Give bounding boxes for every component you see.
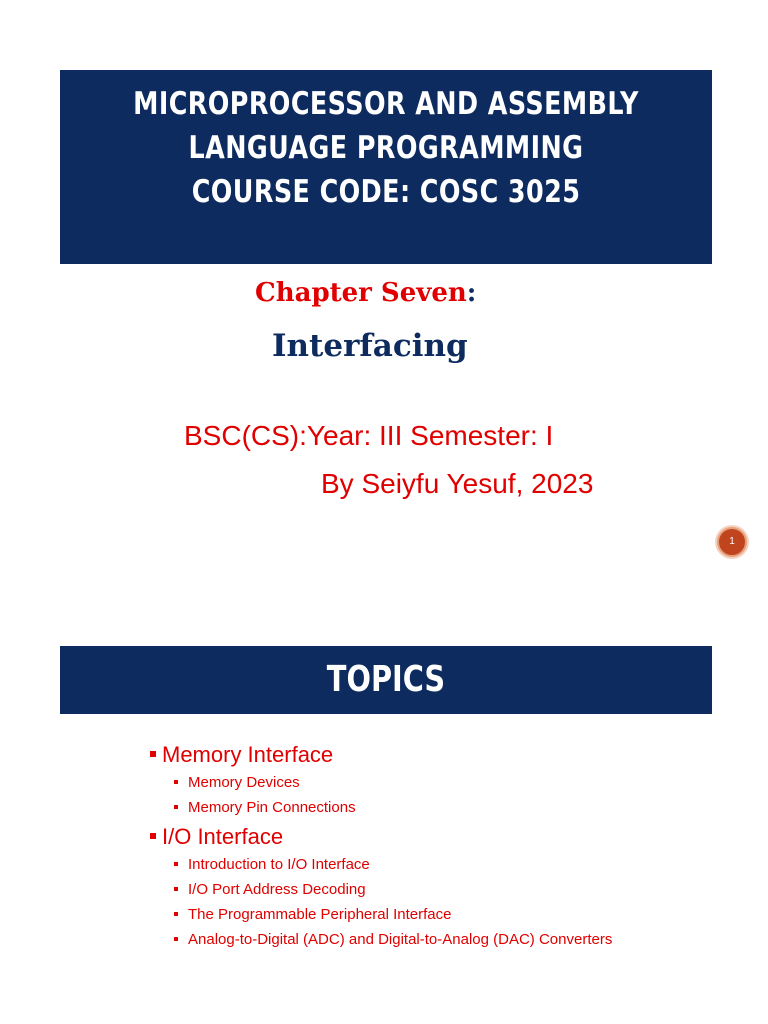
topic-item — [150, 740, 612, 770]
topic-label: Memory Interface — [162, 742, 334, 767]
subtopic-label: Introduction to I/O Interface — [188, 856, 370, 873]
subtopic-item — [174, 927, 612, 952]
subtopic-label: Memory Pin Connections — [188, 799, 356, 816]
title-banner — [60, 70, 712, 264]
topic-list — [150, 740, 612, 954]
topic-item — [150, 822, 612, 852]
subtopic-list — [150, 770, 612, 822]
subtopic-group — [150, 852, 612, 954]
square-bullet-icon — [150, 751, 156, 757]
square-bullet-icon — [174, 887, 178, 891]
square-bullet-icon — [174, 912, 178, 916]
subtopic-item — [174, 852, 612, 877]
course-title-line-2: LANGUAGE PROGRAMMING — [188, 130, 584, 166]
subtopic-label: I/O Port Address Decoding — [188, 881, 366, 898]
subtopic-group — [150, 770, 612, 822]
subtopic-label: Analog-to-Digital (ADC) and Digital-to-Analog (DAC) Converters — [188, 931, 613, 948]
square-bullet-icon — [174, 780, 178, 784]
course-title-line-1: MICROPROCESSOR AND ASSEMBLY — [133, 86, 639, 122]
subtopic-item — [174, 877, 612, 902]
course-code-line: COURSE CODE: COSC 3025 — [191, 174, 581, 210]
chapter-label: Chapter Seven — [255, 278, 467, 308]
square-bullet-icon — [174, 862, 178, 866]
author-year: By Seiyfu Yesuf, 2023 — [321, 468, 594, 499]
topic-label: I/O Interface — [162, 824, 284, 849]
subtopic-item — [174, 795, 612, 820]
chapter-heading — [255, 278, 476, 308]
chapter-subtitle: Interfacing — [272, 328, 468, 364]
page-number-badge: 1 — [717, 527, 747, 557]
topics-heading: TOPICS — [326, 659, 446, 700]
square-bullet-icon — [150, 833, 156, 839]
square-bullet-icon — [174, 805, 178, 809]
subtopic-list — [150, 852, 612, 954]
subtopic-item — [174, 902, 612, 927]
subtopic-label: The Programmable Peripheral Interface — [188, 906, 452, 923]
topics-banner — [60, 646, 712, 714]
chapter-colon: : — [466, 278, 477, 308]
subtopic-item — [174, 770, 612, 795]
program-year-semester: BSC(CS):Year: III Semester: I — [184, 420, 554, 451]
square-bullet-icon — [174, 937, 178, 941]
subtopic-label: Memory Devices — [188, 774, 300, 791]
